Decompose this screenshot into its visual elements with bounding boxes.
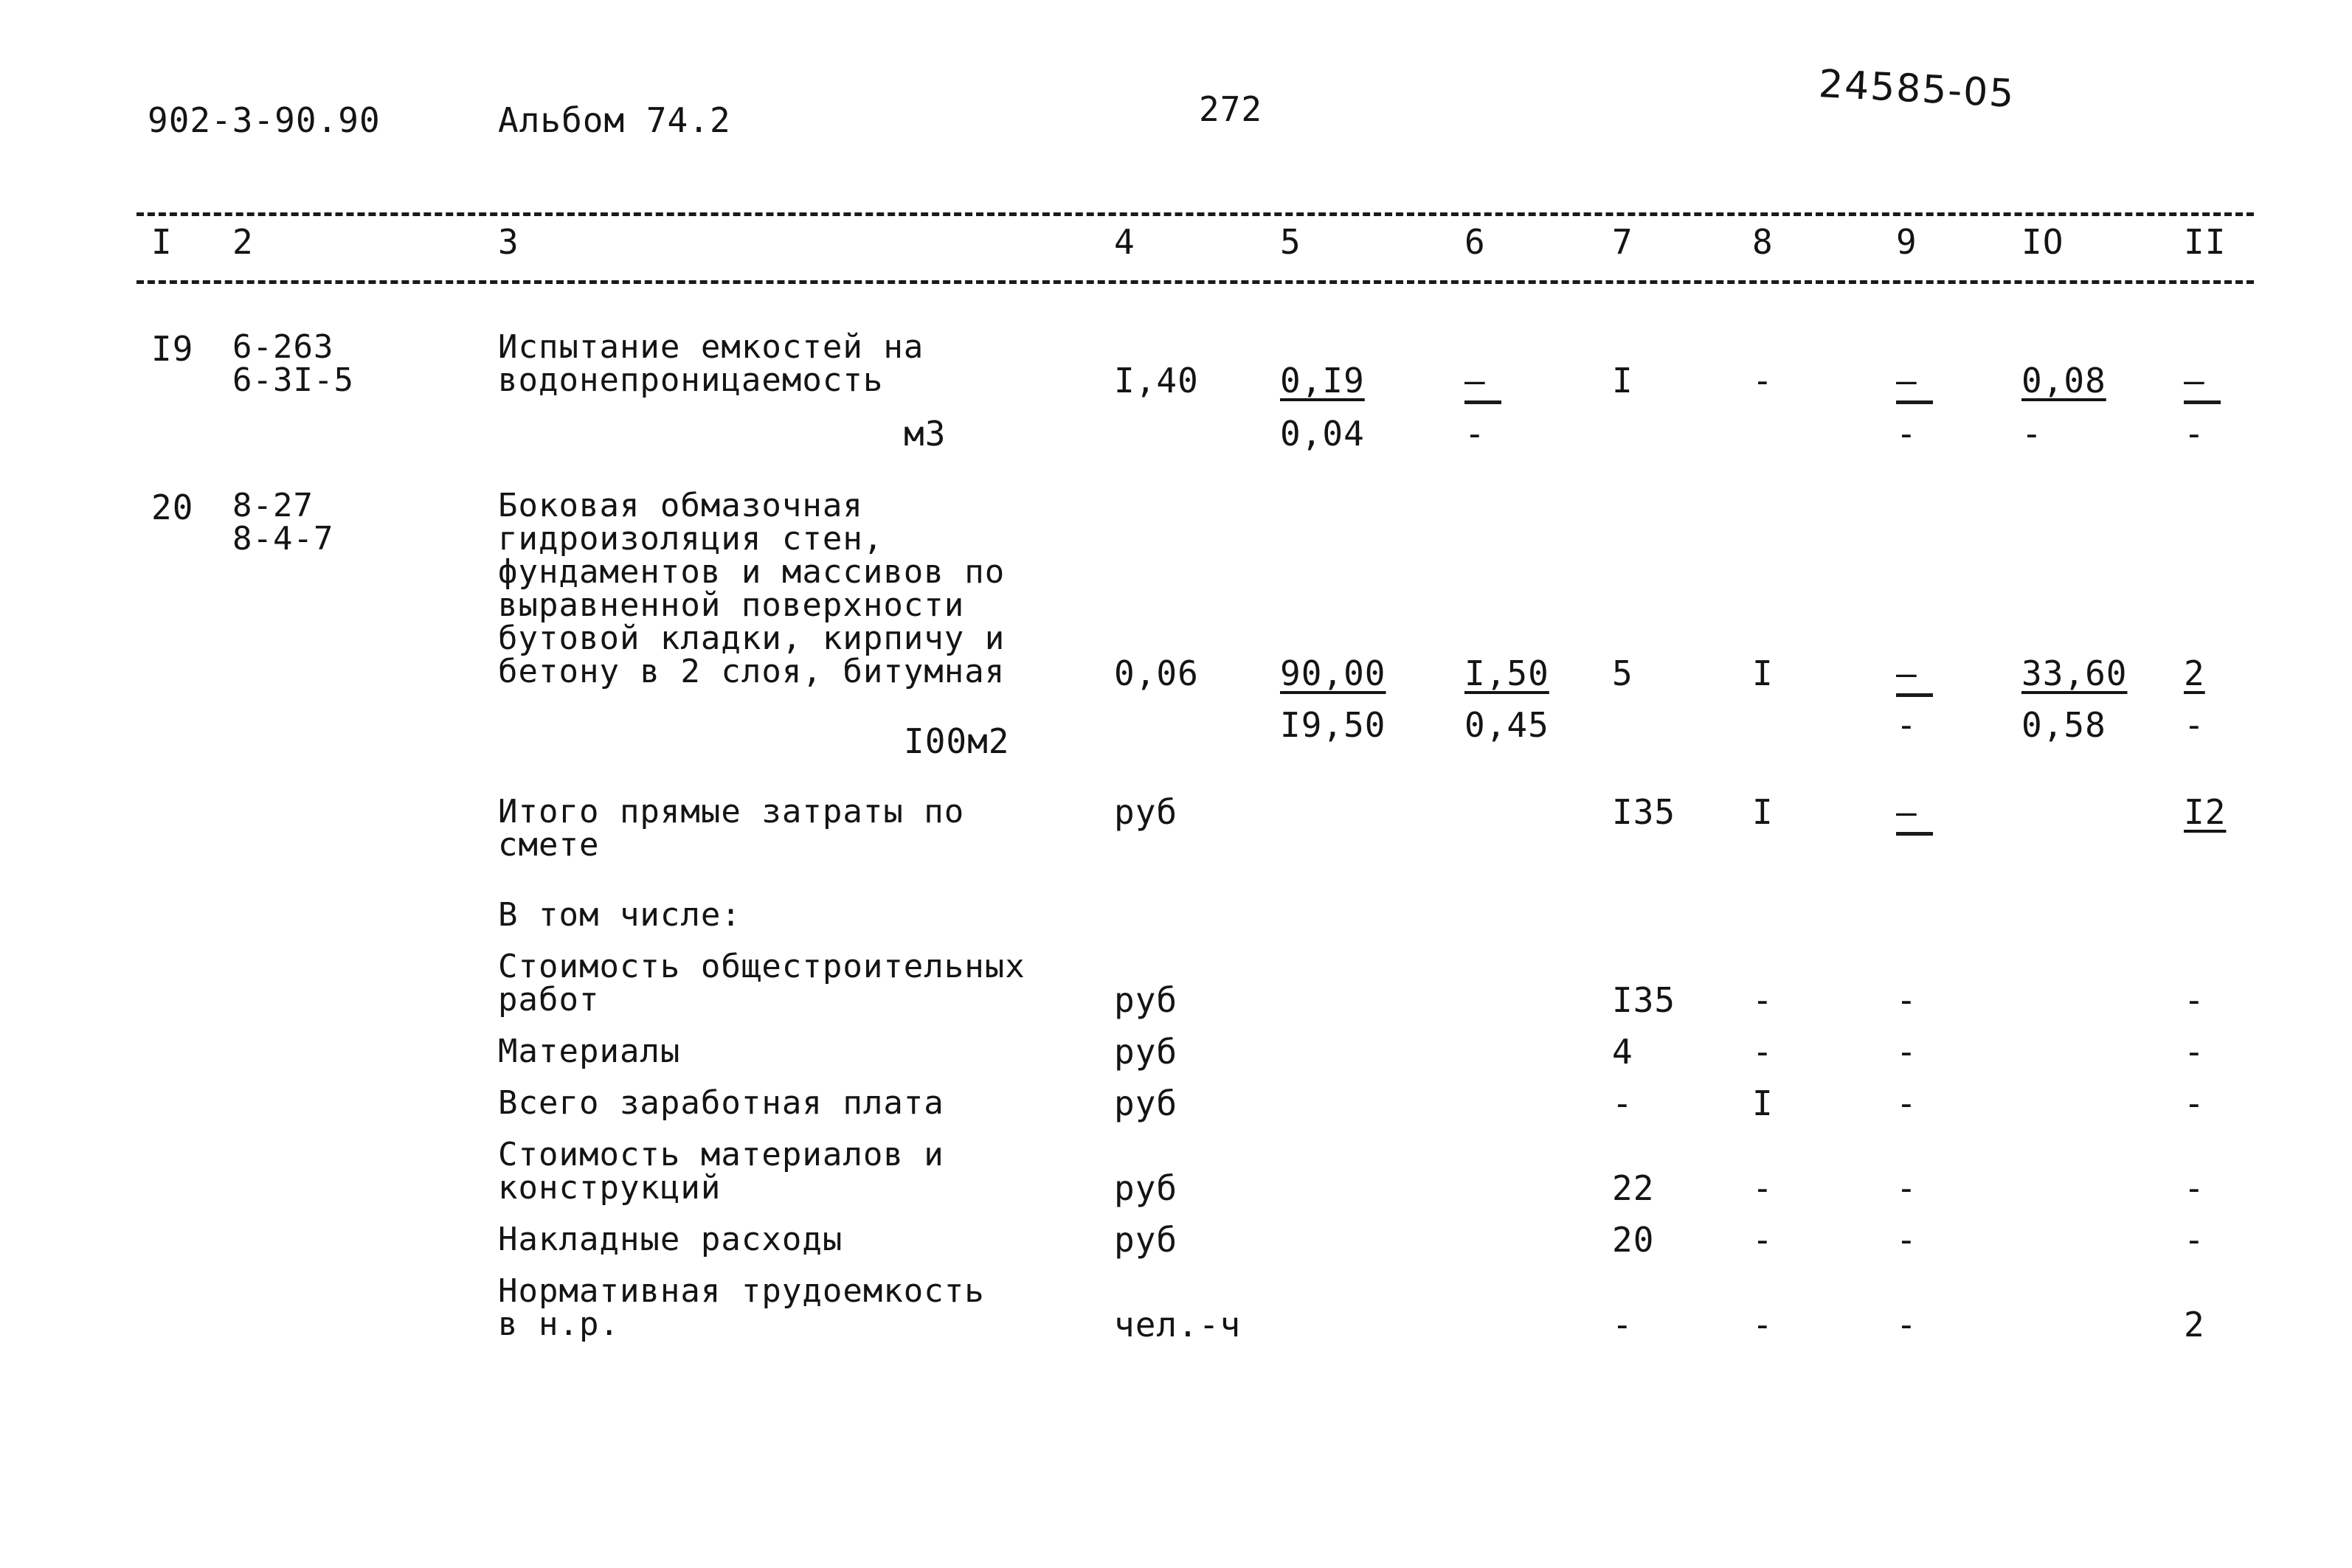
work-name-line: Боковая обмазочная	[498, 487, 863, 524]
breakdown-label-line: Всего заработная плата	[498, 1084, 944, 1122]
totals-label-line: смете	[498, 826, 600, 864]
work-name-line: Испытание емкостей на	[498, 328, 924, 366]
breakdown-label-line: Стоимость общестроительных	[498, 948, 1025, 985]
breakdown-col11: -	[2184, 1168, 2205, 1208]
breakdown-label-line: Материалы	[498, 1033, 681, 1070]
breakdown-col8: -	[1752, 1305, 1774, 1345]
totals-col7: I35	[1612, 792, 1676, 832]
breakdown-col9: -	[1896, 1220, 1917, 1260]
col-header-6: 6	[1464, 222, 1486, 262]
work-name-line: фундаментов и массивов по	[498, 553, 1006, 591]
breakdown-col9: -	[1896, 980, 1917, 1020]
breakdown-col11: -	[2184, 1220, 2205, 1260]
work-name-line: бетону в 2 слоя, битумная	[498, 653, 1006, 690]
col-header-1: I	[151, 222, 173, 262]
including-label: В том числе:	[498, 896, 741, 934]
breakdown-unit: руб	[1114, 1083, 1178, 1123]
page-number: 272	[1199, 89, 1263, 129]
breakdown-label-line: конструкций	[498, 1169, 722, 1207]
col-header-3: 3	[498, 222, 519, 262]
cell-col4: I,40	[1114, 361, 1199, 400]
breakdown-unit: руб	[1114, 1032, 1178, 1072]
cell-col9-top: –	[1896, 361, 1917, 400]
cell-col5-top: 90,00	[1280, 653, 1386, 693]
breakdown-col8: I	[1752, 1083, 1774, 1123]
totals-col8: I	[1752, 792, 1774, 832]
breakdown-col11: -	[2184, 1083, 2205, 1123]
cell-underline	[1464, 400, 1501, 404]
col-header-9: 9	[1896, 222, 1917, 262]
cell-underline	[1896, 832, 1933, 836]
breakdown-col9: -	[1896, 1032, 1917, 1072]
breakdown-label-line: в н.р.	[498, 1305, 620, 1343]
breakdown-col7: 4	[1612, 1032, 1633, 1072]
breakdown-col8: -	[1752, 980, 1774, 1020]
breakdown-col7: I35	[1612, 980, 1676, 1020]
cell-col11-top: 2	[2184, 653, 2205, 693]
breakdown-col9: -	[1896, 1083, 1917, 1123]
cell-col6-top: I,50	[1464, 653, 1549, 693]
breakdown-label-line: работ	[498, 981, 600, 1019]
cell-col11-bottom: -	[2184, 705, 2205, 745]
breakdown-col11: -	[2184, 980, 2205, 1020]
col-header-7: 7	[1612, 222, 1633, 262]
work-name-line: бутовой кладки, кирпичу и	[498, 620, 1006, 657]
breakdown-col7: 22	[1612, 1168, 1655, 1208]
cell-col9-top: –	[1896, 653, 1917, 693]
breakdown-unit: руб	[1114, 980, 1178, 1020]
norm-code: 8-4-7	[232, 520, 334, 558]
breakdown-unit: руб	[1114, 1220, 1178, 1260]
inventory-number: 24585-05	[1817, 62, 2016, 117]
row-number: I9	[151, 329, 194, 369]
norm-code: 8-27	[232, 487, 314, 524]
cell-col5-top: 0,I9	[1280, 361, 1365, 400]
cell-col10-top: 0,08	[2021, 361, 2106, 400]
cell-col8: -	[1752, 361, 1774, 400]
cell-col11-top: –	[2184, 361, 2205, 400]
cell-col10-bottom: 0,58	[2021, 705, 2106, 745]
col-header-10: IO	[2021, 222, 2064, 262]
cell-underline	[1896, 693, 1933, 697]
breakdown-label-line: Нормативная трудоемкость	[498, 1272, 985, 1310]
totals-label-line: Итого прямые затраты по	[498, 793, 965, 830]
cell-col5-bottom: I9,50	[1280, 705, 1386, 745]
breakdown-unit: руб	[1114, 1168, 1178, 1208]
breakdown-col11: 2	[2184, 1305, 2205, 1345]
breakdown-col7: -	[1612, 1083, 1633, 1123]
cell-col7: I	[1612, 361, 1633, 400]
breakdown-col11: -	[2184, 1032, 2205, 1072]
header-bottom-rule	[136, 280, 2254, 284]
breakdown-col9: -	[1896, 1168, 1917, 1208]
row-number: 20	[151, 488, 194, 527]
cell-col4: 0,06	[1114, 653, 1199, 693]
album-label: Альбом 74.2	[498, 100, 731, 140]
cell-col5-bottom: 0,04	[1280, 414, 1365, 454]
cell-col11-bottom: -	[2184, 414, 2205, 454]
unit: м3	[904, 414, 947, 454]
totals-unit: руб	[1114, 792, 1178, 832]
cell-col7: 5	[1612, 653, 1633, 693]
cell-col6-bottom: -	[1464, 414, 1486, 454]
work-name-line: гидроизоляция стен,	[498, 520, 884, 558]
header-top-rule	[136, 212, 2254, 216]
work-name-line: водонепроницаемость	[498, 361, 884, 399]
cell-col10-top: 33,60	[2021, 653, 2128, 693]
cell-col9-bottom: -	[1896, 414, 1917, 454]
breakdown-unit: чел.-ч	[1114, 1305, 1242, 1345]
breakdown-label-line: Накладные расходы	[498, 1221, 843, 1258]
work-name-line: выравненной поверхности	[498, 586, 965, 624]
breakdown-col8: -	[1752, 1220, 1774, 1260]
breakdown-col8: -	[1752, 1032, 1774, 1072]
cell-col9-bottom: -	[1896, 705, 1917, 745]
col-header-11: II	[2184, 222, 2227, 262]
totals-col9: –	[1896, 792, 1917, 832]
cell-col8: I	[1752, 653, 1774, 693]
cell-col6-bottom: 0,45	[1464, 705, 1549, 745]
col-header-8: 8	[1752, 222, 1774, 262]
col-header-4: 4	[1114, 222, 1135, 262]
breakdown-col7: -	[1612, 1305, 1633, 1345]
cell-col10-bottom: -	[2021, 414, 2043, 454]
cell-underline	[2184, 400, 2221, 404]
col-header-2: 2	[232, 222, 254, 262]
norm-code: 6-3I-5	[232, 361, 354, 399]
unit: I00м2	[904, 721, 1010, 761]
breakdown-label-line: Стоимость материалов и	[498, 1136, 944, 1173]
breakdown-col8: -	[1752, 1168, 1774, 1208]
totals-col11: I2	[2184, 792, 2227, 832]
norm-code: 6-263	[232, 328, 334, 366]
breakdown-col9: -	[1896, 1305, 1917, 1345]
document-number: 902-3-90.90	[148, 100, 381, 140]
col-header-5: 5	[1280, 222, 1301, 262]
cell-underline	[1896, 400, 1933, 404]
cell-col6-top: –	[1464, 361, 1486, 400]
breakdown-col7: 20	[1612, 1220, 1655, 1260]
